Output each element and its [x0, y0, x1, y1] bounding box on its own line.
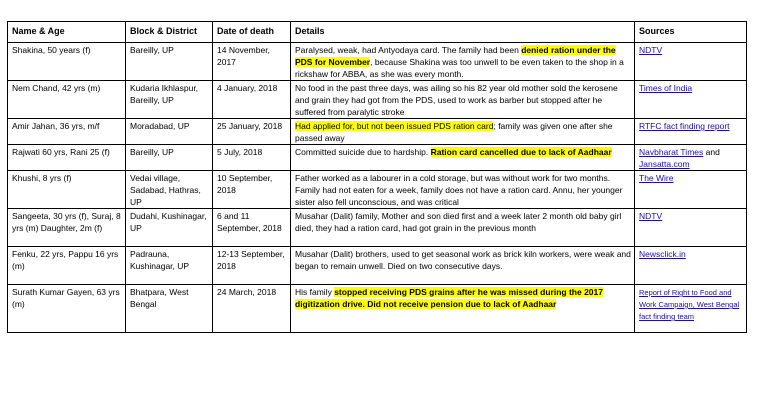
- cell-date: 10 September, 2018: [213, 171, 291, 209]
- source-link-2[interactable]: Jansatta.com: [639, 159, 690, 169]
- cell-source: Navbharat Times and Jansatta.com: [635, 145, 747, 171]
- header-name-age: Name & Age: [8, 22, 126, 43]
- cell-date: 6 and 11 September, 2018: [213, 209, 291, 247]
- cell-source: [635, 247, 747, 285]
- cell-date: 4 January, 2018: [213, 81, 291, 119]
- header-sources: Sources: [635, 22, 747, 43]
- cell-block: Bhatpara, West Bengal: [126, 285, 213, 333]
- cell-source: [635, 43, 747, 81]
- source-link[interactable]: NDTV: [639, 211, 663, 221]
- table-row: [8, 43, 747, 81]
- source-link[interactable]: Navbharat Times: [639, 147, 704, 157]
- cell-block: Moradabad, UP: [126, 119, 213, 145]
- cell-details: Committed suicide due to hardship. Ration card cancelled due to lack of Aadhaar: [291, 145, 635, 171]
- cell-block: Kudaria Ikhlaspur, Bareilly, UP: [126, 81, 213, 119]
- cell-block: Dudahi, Kushinagar, UP: [126, 209, 213, 247]
- cell-source: [635, 285, 747, 333]
- cell-date: 12-13 September, 2018: [213, 247, 291, 285]
- cell-details: No food in the past three days, was ailing so his 82 year old mother sold the kerosene and grain they had got from the PDS, used to work as barber but stopped after he suffered from paralytic stroke: [291, 81, 635, 119]
- cell-details: His family stopped receiving PDS grains after he was missed during the 2017 digitization drive. Did not receive pension due to lack of Aadhaar: [291, 285, 635, 333]
- source-link[interactable]: The Wire: [639, 173, 674, 183]
- table-row: [8, 119, 747, 145]
- cell-details: Paralysed, weak, had Antyodaya card. The family had been denied ration under the PDS for November, because Shakina was too unwell to be even taken to the shop in a rickshaw for ABBA, as she was every month.: [291, 43, 635, 81]
- cell-name: Amir Jahan, 36 yrs, m/f: [8, 119, 126, 145]
- cell-name: Surath Kumar Gayen, 63 yrs (m): [8, 285, 126, 333]
- cell-date: 24 March, 2018: [213, 285, 291, 333]
- header-block-district: Block & District: [126, 22, 213, 43]
- header-details: Details: [291, 22, 635, 43]
- table-row: [8, 247, 747, 285]
- cell-name: Shakina, 50 years (f): [8, 43, 126, 81]
- cell-source: [635, 171, 747, 209]
- cell-details: Father worked as a labourer in a cold storage, but was without work for two months. Family had not eaten for a week, family does not have a ration card. Annu, her younger sister also fell unconscious, and was critical: [291, 171, 635, 209]
- cell-name: Fenku, 22 yrs, Pappu 16 yrs (m): [8, 247, 126, 285]
- table-row: [8, 285, 747, 333]
- cell-details: Musahar (Dalit) brothers, used to get seasonal work as brick kiln workers, were weak and began to remain unwell. Died on two consecutive days.: [291, 247, 635, 285]
- source-link[interactable]: RTFC fact finding report: [639, 121, 730, 131]
- cell-source: [635, 81, 747, 119]
- header-row: [8, 22, 747, 43]
- cell-date: 5 July, 2018: [213, 145, 291, 171]
- cell-name: Khushi, 8 yrs (f): [8, 171, 126, 209]
- cell-block: Padrauna, Kushinagar, UP: [126, 247, 213, 285]
- cell-source: [635, 119, 747, 145]
- header-date-of-death: Date of death: [213, 22, 291, 43]
- table-row: [8, 171, 747, 209]
- table-row: [8, 81, 747, 119]
- cell-date: 25 January, 2018: [213, 119, 291, 145]
- source-link[interactable]: Newsclick.in: [639, 249, 686, 259]
- source-link[interactable]: Times of India: [639, 83, 693, 93]
- source-link[interactable]: NDTV: [639, 45, 663, 55]
- cell-name: Sangeeta, 30 yrs (f), Suraj, 8 yrs (m) Daughter, 2m (f): [8, 209, 126, 247]
- cell-block: Bareilly, UP: [126, 43, 213, 81]
- cell-name: Rajwati 60 yrs, Rani 25 (f): [8, 145, 126, 171]
- source-link[interactable]: Report of Right to Food and Work Campaign, West Bengal fact finding team: [639, 288, 740, 321]
- cell-date: 14 November, 2017: [213, 43, 291, 81]
- cell-details: Musahar (Dalit) family, Mother and son died first and a week later 2 month old baby girl died, they had a ration card, had got grain in the previous month: [291, 209, 635, 247]
- cell-block: Bareilly, UP: [126, 145, 213, 171]
- cell-name: Nem Chand, 42 yrs (m): [8, 81, 126, 119]
- table-row: [8, 145, 747, 171]
- cell-block: Vedai village, Sadabad, Hathras, UP: [126, 171, 213, 209]
- deaths-table: [7, 21, 747, 333]
- cell-details: Had applied for, but not been issued PDS ration card; family was given one after she passed away: [291, 119, 635, 145]
- cell-source: [635, 209, 747, 247]
- table-row: [8, 209, 747, 247]
